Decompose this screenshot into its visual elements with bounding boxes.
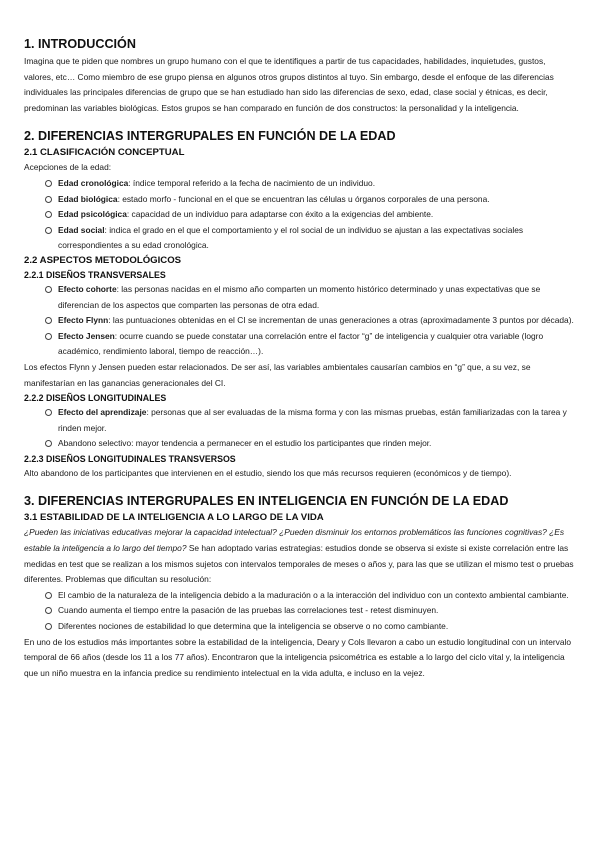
list-item-text: : las puntuaciones obtenidas en el CI se incrementan de unas generaciones a otras (aproximadamente 3 puntos por década). xyxy=(108,315,574,326)
list-item xyxy=(45,313,576,329)
list-item-text: : personas que al ser evaluadas de la misma forma y con las mismas pruebas, están familiarizadas con la tarea y rinden mejor. xyxy=(58,407,567,433)
list-item xyxy=(45,207,576,223)
list-item-text: : estado morfo - funcional en el que se encuentran las células u órganos corporales de una persona. xyxy=(117,193,490,204)
stability-problems-list xyxy=(24,588,576,635)
cross-longitudinal-paragraph: Alto abandono de los participantes que intervienen en el estudio, siendo los que más recursos requieren (económicos y de tiempo). xyxy=(24,467,512,478)
list-item xyxy=(45,603,576,619)
subsection-2-2-3-title: 2.2.3 DISEÑOS LONGITUDINALES TRANSVERSOS xyxy=(24,453,236,464)
age-meanings-intro: Acepciones de la edad: xyxy=(24,162,112,173)
list-item-text: El cambio de la naturaleza de la inteligencia debido a la maduración o a la interacción del individuo con un contexto ambiental cambiante. xyxy=(58,589,569,600)
list-item-term: Efecto Jensen xyxy=(58,330,115,341)
list-item-term: Edad biológica xyxy=(58,193,118,204)
list-item-term: Efecto del aprendizaje xyxy=(58,407,147,418)
age-meanings-list xyxy=(24,176,576,254)
longitudinal-effects-list xyxy=(24,405,576,452)
list-item-term: Efecto Flynn xyxy=(58,315,109,326)
list-item-text: Diferentes nociones de estabilidad lo que determina que la inteligencia se observe o no como cambiante. xyxy=(58,621,449,632)
list-item-text: : las personas nacidas en el mismo año comparten un momento histórico determinado y unas expectativas que se diferencian de los aspectos que comparten las personas de otra edad. xyxy=(58,283,541,310)
list-item-text: : capacidad de un individuo para adaptarse con éxito a la exigencias del ambiente. xyxy=(126,209,434,220)
stability-text: Se han adoptado varias estrategias: estudios donde se observa si existe si existe correlación entre las medidas en test que se realizan a los mismos sujetos con intervalos temporales de meses o años y, para las que se utilizan el mismo test o pruebas diferentes. Problemas que dificultan su resolución: xyxy=(24,543,574,585)
list-item xyxy=(45,405,576,436)
subsection-2-2-2-title: 2.2.2 DISEÑOS LONGITUDINALES xyxy=(24,393,167,404)
list-item-term: Edad social xyxy=(58,224,105,235)
list-item xyxy=(45,223,576,254)
list-item-term: Efecto cohorte xyxy=(58,283,117,294)
list-item xyxy=(45,588,576,604)
deary-study-paragraph: En uno de los estudios más importantes sobre la estabilidad de la inteligencia, Deary y Cols llevaron a cabo un estudio longitudinal con un intervalo temporal de 66 años (desde los 11 a los 77 años). Encontraron que la inteligencia psicométrica es estable a lo largo del ciclo vital y, la inteligencia que un niño muestra en la infancia predice su rendimiento intelectual en la vida adulta, e incluso en la vejez. xyxy=(24,636,572,678)
list-item-text: : índice temporal referido a la fecha de nacimiento de un individuo. xyxy=(128,177,376,188)
list-item xyxy=(45,192,576,208)
flynn-jensen-paragraph: Los efectos Flynn y Jensen pueden estar relacionados. De ser así, las variables ambientales causarían cambios en “g” que, a su vez, se manifestarían en las ganancias generacionales del CI. xyxy=(24,361,531,388)
section-2-title: 2. DIFERENCIAS INTERGRUPALES EN FUNCIÓN DE LA EDAD xyxy=(24,129,396,144)
list-item xyxy=(45,282,576,313)
list-item-term: Edad cronológica xyxy=(58,177,129,188)
list-item-text: : ocurre cuando se puede constatar una correlación entre el factor “g” de inteligencia y cualquier otra variable (logro académico, rendimiento laboral, tiempo de reacción…). xyxy=(58,330,544,357)
list-item xyxy=(45,329,576,360)
section-3-title: 3. DIFERENCIAS INTERGRUPALES EN INTELIGENCIA EN FUNCIÓN DE LA EDAD xyxy=(24,494,509,509)
subsection-2-2-title: 2.2 ASPECTOS METODOLÓGICOS xyxy=(24,254,182,266)
list-item xyxy=(45,619,576,635)
list-item-text: Abandono selectivo: mayor tendencia a permanecer en el estudio los participantes que rinden mejor. xyxy=(58,438,432,449)
subsection-2-1-title: 2.1 CLASIFICACIÓN CONCEPTUAL xyxy=(24,147,185,159)
stability-paragraph xyxy=(24,525,576,587)
list-item xyxy=(45,176,576,192)
list-item-text: Cuando aumenta el tiempo entre la pasación de las pruebas las correlaciones test - retest disminuyen. xyxy=(58,605,439,616)
section-1-paragraph: Imagina que te piden que nombres un grupo humano con el que te identifiques a partir de tus capacidades, habilidades, inquietudes, gustos, valores, etc… Como miembro de ese grupo piensa en algunos otros grupos distintos al tuyo. Sin embargo, desde el enfoque de las diferencias individuales las principales diferencias de grupo que se han estudiado han sido las diferencias de sexo, edad, clase social y étnicas, es decir, predominan las variables biológicas. Estos grupos se han comparado en función de dos constructos: la personalidad y la inteligencia. xyxy=(24,56,554,113)
section-1-title: 1. INTRODUCCIÓN xyxy=(24,37,136,51)
list-item xyxy=(45,436,576,452)
stability-questions: ¿Pueden las iniciativas educativas mejorar la capacidad intelectual? ¿Pueden disminuir los entornos problemáticos las funciones cognitivas? ¿Es estable la inteligencia a lo largo del tiempo? xyxy=(24,527,565,554)
subsection-3-1-title: 3.1 ESTABILIDAD DE LA INTELIGENCIA A LO LARGO DE LA VIDA xyxy=(24,512,324,524)
subsection-2-2-1-title: 2.2.1 DISEÑOS TRANSVERSALES xyxy=(24,269,166,280)
list-item-text: : indica el grado en el que el comportamiento y el rol social de un individuo se ajustan a las expectativas sociales correspondientes a su edad cronológica. xyxy=(58,224,524,251)
list-item-term: Edad psicológica xyxy=(58,209,127,220)
cross-sectional-effects-list xyxy=(24,282,576,360)
